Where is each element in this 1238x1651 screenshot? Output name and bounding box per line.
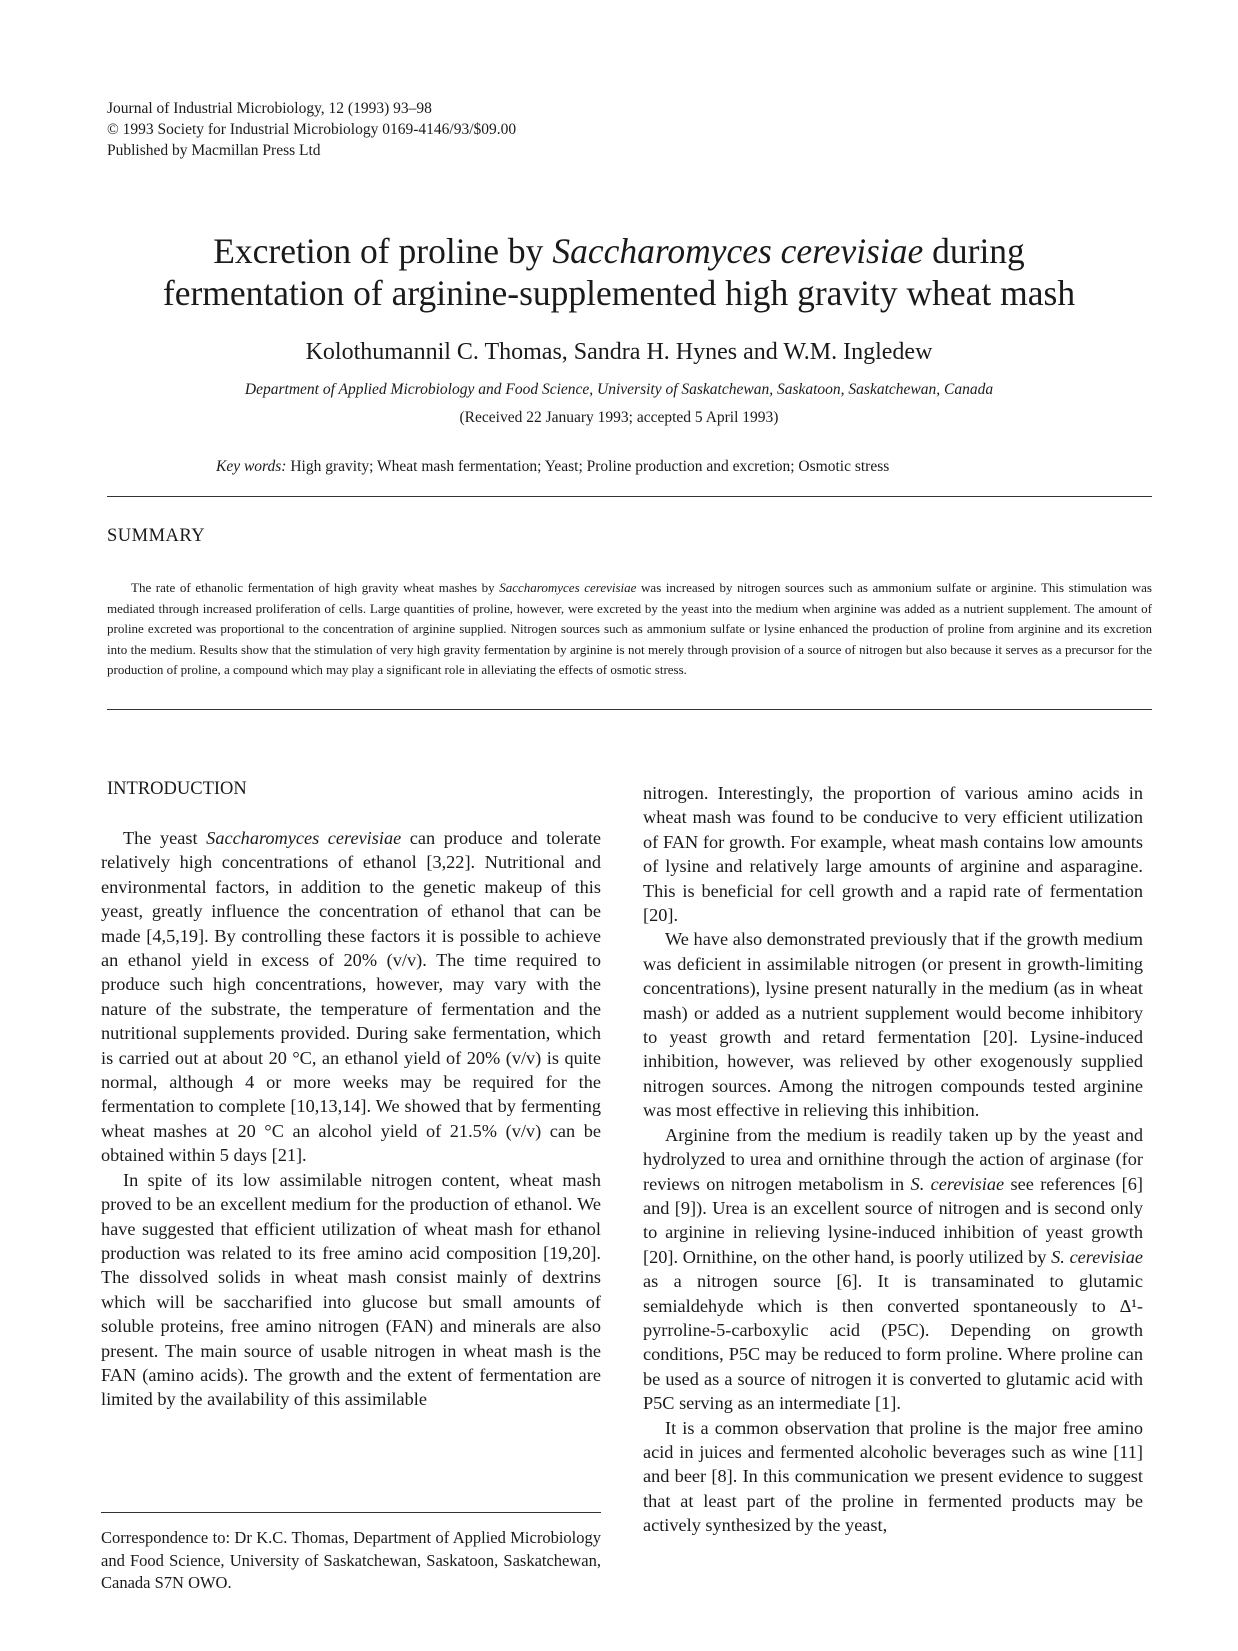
- species: S. cerevisiae: [1051, 1246, 1143, 1267]
- publisher-line: Published by Macmillan Press Ltd: [107, 142, 321, 159]
- journal-header: [107, 98, 516, 161]
- paragraph: It is a common observation that proline is the major free amino acid in juices and fermented alcoholic beverages such as wine [11] and beer [8]. In this communication we present evidence to suggest that at least part of the proline in fermented products may be actively synthesized by the yeast,: [643, 1417, 1143, 1536]
- text: The yeast: [123, 828, 207, 848]
- authors: Kolothumannil C. Thomas, Sandra H. Hynes and W.M. Ingledew: [305, 339, 933, 365]
- keywords: [216, 457, 889, 477]
- keywords-label: Key words:: [216, 458, 287, 475]
- footnote-rule: [101, 1512, 601, 1513]
- divider: [107, 709, 1152, 710]
- correspondence-footnote: Correspondence to: Dr K.C. Thomas, Department of Applied Microbiology and Food Science, University of Saskatchewan, Saskatoon, Saskatchewan, Canada S7N OWO.: [101, 1528, 601, 1592]
- summary-part: was increased by nitrogen sources such as ammonium sulfate or arginine. This stimulation was mediated through increased proliferation of cells. Large quantities of proline, however, were excreted by the yeast into the medium when arginine was added as a nutrient supplement. The amount of proline excreted was proportional to the concentration of arginine supplied. Nitrogen sources such as ammonium sulfate or lysine enhanced the production of proline from arginine and its excretion into the medium. Results show that the stimulation of very high gravity fermentation by arginine is not merely through provision of a source of nitrogen but also because it serves as a precursor for the production of proline, a compound which may play a significant role in alleviating the effects of osmotic stress.: [107, 580, 1152, 677]
- received-dates: (Received 22 January 1993; accepted 5 April 1993): [459, 409, 779, 426]
- copyright-line: © 1993 Society for Industrial Microbiology 0169-4146/93/$09.00: [107, 121, 517, 138]
- summary-species: Saccharomyces cerevisiae: [499, 580, 637, 595]
- article-title: [0, 230, 1238, 314]
- species: S. cerevisiae: [910, 1173, 1005, 1194]
- text: can produce and tolerate relatively high concentrations of ethanol [3,22]. Nutritional and environmental factors, in addition to the genetic makeup of this yeast, greatly influence the concentration of ethanol that can be made [4,5,19]. By controlling these factors it is possible to achieve an ethanol yield in excess of 20% (v/v). The time required to produce such high concentrations, however, may vary with the nature of the substrate, the temperature of fermentation and the nutritional supplements provided. During sake fermentation, which is carried out at about 20 °C, an ethanol yield of 20% (v/v) is quite normal, although 4 or more weeks may be required for the fermentation to complete [10,13,14]. We showed that by fermenting wheat mashes at 20 °C an alcohol yield of 21.5% (v/v) can be obtained within 5 days [21].: [101, 828, 602, 1166]
- text: Arginine from the medium is readily taken up by the yeast and hydrolyzed to urea and ornithine through the action of arginase (for reviews on nitrogen metabolism in: [643, 1124, 1143, 1194]
- title-species: Saccharomyces cerevisiae: [552, 231, 924, 271]
- summary-text: [107, 578, 1152, 681]
- paragraph: nitrogen. Interestingly, the proportion of various amino acids in wheat mash was found to be conducive to very efficient utilization of FAN for growth. For example, wheat mash contains low amounts of lysine and relatively large amounts of arginine and asparagine. This is beneficial for cell growth and a rapid rate of fermentation [20].: [643, 783, 1143, 926]
- summary-part: The rate of ethanolic fermentation of high gravity wheat mashes by: [131, 580, 500, 595]
- title-part: during: [923, 231, 1025, 271]
- paragraph: We have also demonstrated previously that if the growth medium was deficient in assimilable nitrogen (or present in growth-limiting concentrations), lysine present naturally in the medium (as in wheat mash) or added as a nutrient supplement would become inhibitory to yeast growth and retard fermentation [20]. Lysine-induced inhibition, however, was relieved by other exogenously supplied nitrogen sources. Among the nitrogen compounds tested arginine was most effective in relieving this inhibition.: [643, 929, 1143, 1121]
- summary-heading: SUMMARY: [107, 526, 206, 546]
- introduction-heading: INTRODUCTION: [107, 779, 247, 799]
- paragraph: In spite of its low assimilable nitrogen content, wheat mash proved to be an excellent medium for the production of ethanol. We have suggested that efficient utilization of wheat mash for ethanol production was related to its free amino acid composition [19,20]. The dissolved solids in wheat mash consist mainly of dextrins which will be saccharified into glucose but small amounts of soluble proteins, free amino nitrogen (FAN) and minerals are also present. The main source of usable nitrogen in wheat mash is the FAN (amino acids). The growth and the extent of fermentation are limited by the availability of this assimilable: [101, 1169, 601, 1410]
- species: Saccharomyces cerevisiae: [206, 828, 402, 848]
- paragraph: [643, 1123, 1143, 1416]
- text: see references [6] and [9]). Urea is an excellent source of nitrogen and is second only to arginine in relieving lysine-induced inhibition of yeast growth [20]. Ornithine, on the other hand, is poorly utilized by: [643, 1173, 1144, 1267]
- journal-citation: Journal of Industrial Microbiology, 12 (1993) 93–98: [107, 100, 432, 117]
- left-column: [101, 826, 601, 1412]
- right-column: [643, 781, 1143, 1538]
- keywords-text: High gravity; Wheat mash fermentation; Yeast; Proline production and excretion; Osmotic stress: [286, 458, 890, 475]
- title-part: Excretion of proline by: [213, 231, 553, 271]
- affiliation: Department of Applied Microbiology and Food Science, University of Saskatchewan, Saskatoon, Saskatchewan, Canada: [244, 381, 994, 398]
- divider: [107, 496, 1152, 497]
- paragraph: [101, 826, 601, 1168]
- text: as a nitrogen source [6]. It is transaminated to glutamic semialdehyde which is then converted spontaneously to Δ¹-pyrroline-5-carboxylic acid (P5C). Depending on growth conditions, P5C may be reduced to form proline. Where proline can be used as a source of nitrogen it is converted to glutamic acid with P5C serving as an intermediate [1].: [643, 1271, 1143, 1414]
- title-line-2: fermentation of arginine-supplemented high gravity wheat mash: [162, 273, 1076, 313]
